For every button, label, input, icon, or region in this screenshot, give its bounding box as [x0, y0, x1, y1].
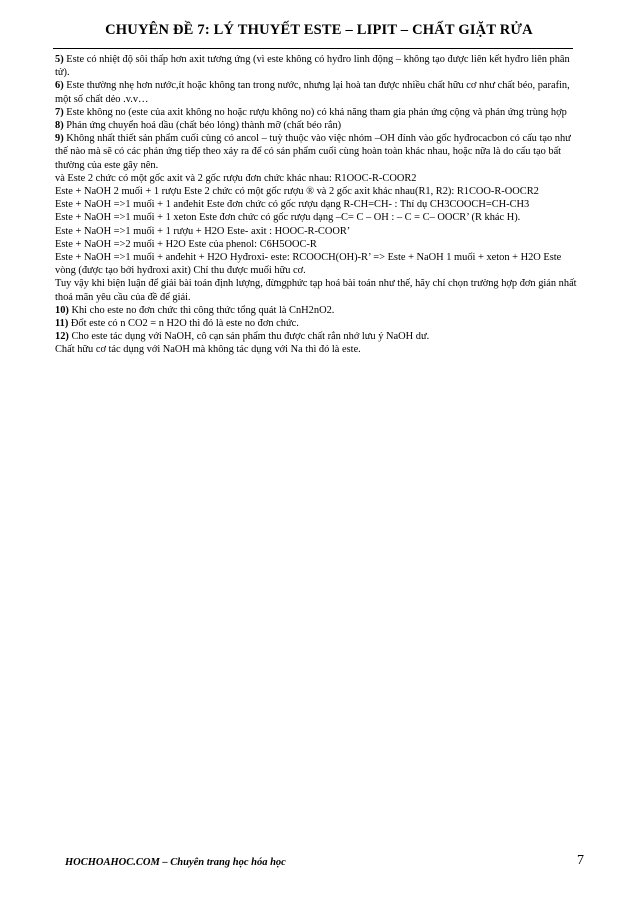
- item-text: Khi cho este no đơn chức thì công thức tổng quát là CnH2nO2.: [68, 304, 335, 316]
- item-text: Este thường nhẹ hơn nước,ít hoặc không tan trong nước, nhưng lại hoà tan được nhiều chất hữu cơ như chất béo, parafin, một số chất dẻo .v.v…: [55, 80, 570, 105]
- document-body: [55, 53, 580, 357]
- item-number: 6): [55, 80, 64, 92]
- item-text: Phản ứng chuyển hoá dầu (chất béo lỏng) thành mỡ (chất béo rắn): [63, 120, 342, 132]
- item-6: [55, 79, 580, 105]
- item-12: [55, 330, 580, 343]
- text-line: Tuy vậy khi biện luận để giải bài toán định lượng, đừngphức tạp hoá bài toán như thế, hãy chỉ chọn trường hợp đơn giản nhất thoả mãn yêu cầu của đề để giải.: [55, 278, 577, 303]
- item-text: Đốt este có n CO2 = n H2O thì đó là este no đơn chức.: [68, 318, 299, 330]
- item-number: 5): [55, 54, 64, 65]
- header-divider: [53, 48, 573, 49]
- item-text: Este có nhiệt độ sôi thấp hơn axit tương ứng (vì este không có hyđro linh động – không tạo được liên kết hyđro liên phân tử).: [55, 54, 570, 79]
- text-line: Este + NaOH =>1 muối + anđehit + H2O Hyđroxi- este: RCOOCH(OH)-R’ => Este + NaOH 1 muối + xeton + H2O Este vòng (được tạo bởi hyđroxi axit) Chỉ thu được muối hữu cơ.: [55, 252, 562, 277]
- item-text: Không nhất thiết sản phẩm cuối cùng có ancol – tuỳ thuộc vào việc nhóm –OH đính vào gốc hyđrocacbon có cấu tạo như thế nào mà sẽ có các phản ứng tiếp theo xảy ra để có sản phẩm cuối cùng hoàn toàn khác nhau, hoặc nữa là do cấu tạo bất thường của este gây nên.: [55, 133, 571, 171]
- text-line: Este + NaOH 2 muối + 1 rượu Este 2 chức có một gốc rượu ® và 2 gốc axit khác nhau(R1, R2): R1COO-R-OOCR2: [55, 186, 539, 198]
- text-line: Este + NaOH =>1 muối + 1 rượu + H2O Este- axit : HOOC-R-COOR’: [55, 225, 351, 237]
- item-8: [55, 119, 580, 132]
- item-number: 11): [55, 318, 69, 330]
- item-number: 7): [55, 106, 64, 118]
- text-line: Este + NaOH =>1 muối + 1 xeton Este đơn chức có gốc rượu dạng –C= C – OH : – C = C– OOCR’ (R khác H).: [55, 212, 521, 224]
- item-5: [55, 53, 580, 79]
- item-11: [55, 317, 580, 330]
- footer-text: HOCHOAHOC.COM – Chuyên trang học hóa học: [65, 857, 286, 868]
- item-number: 12): [55, 331, 69, 343]
- item-7: [55, 106, 580, 119]
- text-line: Este + NaOH =>1 muối + 1 anđehit Este đơn chức có gốc rượu dạng R-CH=CH- : Thí dụ CH3COOCH=CH-CH3: [55, 199, 530, 211]
- text-line: Chất hữu cơ tác dụng với NaOH mà không tác dụng với Na thì đó là este.: [55, 344, 361, 356]
- item-10: [55, 304, 580, 317]
- item-number: 9): [55, 133, 64, 145]
- item-number: 8): [55, 120, 64, 132]
- item-text: Este không no (este của axit không no hoặc rượu không no) có khả năng tham gia phản ứng cộng và phản ứng trùng hợp: [63, 106, 567, 118]
- text-line: và Este 2 chức có một gốc axit và 2 gốc rượu đơn chức khác nhau: R1OOC-R-COOR2: [55, 172, 417, 184]
- item-number: 10): [55, 304, 69, 316]
- item-text: Cho este tác dụng với NaOH, cô cạn sản phẩm thu được chất rắn nhớ lưu ý NaOH dư.: [68, 331, 430, 343]
- item-9: [55, 132, 580, 172]
- text-line: Este + NaOH =>2 muối + H2O Este của phenol: C6H5OOC-R: [55, 238, 317, 250]
- page-number: 7: [577, 853, 584, 868]
- page-title: CHUYÊN ĐỀ 7: LÝ THUYẾT ESTE – LIPIT – CHẤT GIẶT RỬA: [105, 22, 533, 38]
